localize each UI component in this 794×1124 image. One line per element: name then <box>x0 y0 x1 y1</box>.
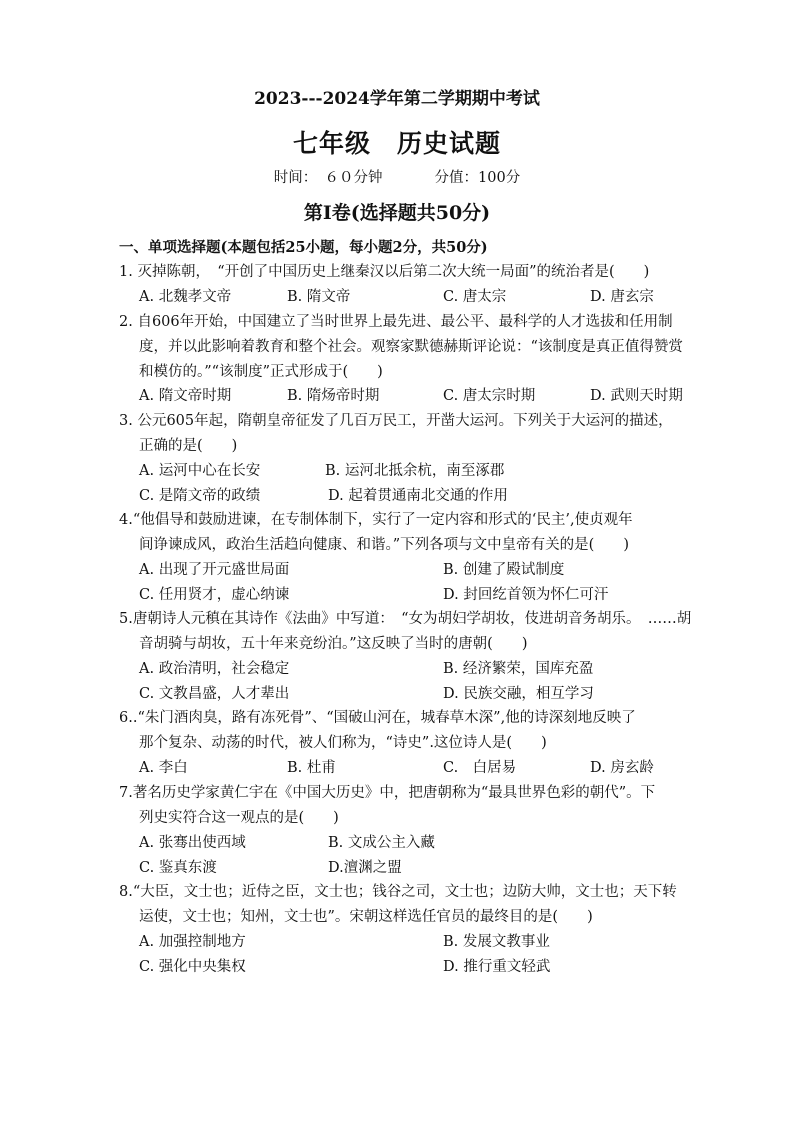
time-label: 时间： ６０分钟 <box>273 170 383 186</box>
question-4-text-line-1: 4.“他倡导和鼓励进谏，在专制体制下，实行了一定内容和形式的‘民主’,使贞观年 <box>119 512 633 528</box>
question-7-text-line-2: 列史实符合这一观点的是( ) <box>139 810 339 826</box>
question-1-option-b: B. 隋文帝 <box>287 289 351 305</box>
question-4-option-a: A. 出现了开元盛世局面 <box>139 562 290 578</box>
question-6-option-a: A. 李白 <box>139 760 188 776</box>
question-7-option-b: B. 文成公主入藏 <box>328 835 435 851</box>
question-2-option-a: A. 隋文帝时期 <box>139 388 232 404</box>
question-6-text-line-1: 6..“朱门酒肉臭，路有冻死骨”、“国破山河在，城春草木深”,他的诗深刻地反映了 <box>119 710 636 726</box>
exam-info <box>0 166 794 187</box>
score-label: 分值：100分 <box>434 170 521 186</box>
question-4-text-line-2: 间诤谏成风，政治生活趋向健康、和谐。”下列各项与文中皇帝有关的是( ) <box>139 537 629 553</box>
question-8-option-b: B. 发展文教事业 <box>443 934 550 950</box>
question-6-option-c: C. 白居易 <box>443 760 517 776</box>
question-3-text-line-1: 3. 公元605年起，隋朝皇帝征发了几百万民工，开凿大运河。下列关于大运河的描述， <box>119 413 673 429</box>
question-2-text-line-2: 度，并以此影响着教育和整个社会。观察家默德赫斯评论说：“该制度是真正值得赞赏 <box>139 339 683 355</box>
question-7-option-a: A. 张骞出使西域 <box>139 835 246 851</box>
question-3-option-c: C. 是隋文帝的政绩 <box>139 488 261 504</box>
question-6-option-d: D. 房玄龄 <box>590 760 654 776</box>
question-3-option-b: B. 运河北抵余杭，南至涿郡 <box>325 463 505 479</box>
question-4-option-c: C. 任用贤才，虚心纳谏 <box>139 587 290 603</box>
question-6-option-b: B. 杜甫 <box>287 760 336 776</box>
section-title: 一、单项选择题(本题包括25小题，每小题2分，共50分) <box>119 239 488 256</box>
question-1-text: 1. 灭掉陈朝， “开创了中国历史上继秦汉以后第二次大统一局面”的统治者是( ) <box>119 264 650 280</box>
question-4-option-d: D. 封回纥首领为怀仁可汗 <box>443 587 609 603</box>
question-2-option-b: B. 隋炀帝时期 <box>287 388 380 404</box>
question-8-option-d: D. 推行重文轻武 <box>443 959 551 975</box>
question-5-option-b: B. 经济繁荣，国库充盈 <box>443 661 594 677</box>
question-8-text-line-2: 运使，文士也；知州，文士也”。宋朝这样选任官员的最终目的是( ) <box>139 909 593 925</box>
question-3-text-line-2: 正确的是( ) <box>139 438 238 454</box>
question-1-option-a: A. 北魏孝文帝 <box>139 289 232 305</box>
question-8-text-line-1: 8.“大臣，文士也；近侍之臣，文士也；钱谷之司，文士也；边防大帅，文士也；天下转 <box>119 884 677 900</box>
question-4-option-b: B. 创建了殿试制度 <box>443 562 565 578</box>
question-5-option-c: C. 文教昌盛，人才辈出 <box>139 686 290 702</box>
question-2-text-line-1: 2. 自606年开始，中国建立了当时世界上最先进、最公平、最科学的人才选拔和任用制 <box>119 314 673 330</box>
question-2-option-c: C. 唐太宗时期 <box>443 388 536 404</box>
question-3-option-d: D. 起着贯通南北交通的作用 <box>328 488 508 504</box>
question-5-text-line-1: 5.唐朝诗人元稹在其诗作《法曲》中写道： “女为胡妇学胡妆，伎进胡音务胡乐。 ……胡 <box>119 611 692 627</box>
question-5-option-d: D. 民族交融，相互学习 <box>443 686 594 702</box>
question-2-text-line-3: 和模仿的。”“该制度”正式形成于( ) <box>139 364 383 380</box>
exam-title: 七年级 历史试题 <box>292 129 501 158</box>
question-7-option-c: C. 鉴真东渡 <box>139 860 217 876</box>
question-8-option-a: A. 加强控制地方 <box>139 934 246 950</box>
question-5-text-line-2: 音胡骑与胡妆，五十年来竞纷泊。”这反映了当时的唐朝( ) <box>139 636 528 652</box>
question-7-text-line-1: 7.著名历史学家黄仁宇在《中国大历史》中，把唐朝称为“最具世界色彩的朝代”。下 <box>119 785 656 801</box>
question-8-option-c: C. 强化中央集权 <box>139 959 246 975</box>
question-1-option-d: D. 唐玄宗 <box>590 289 654 305</box>
question-5-option-a: A. 政治清明，社会稳定 <box>139 661 290 677</box>
part-title: 第Ⅰ卷(选择题共50分) <box>303 202 491 224</box>
question-3-option-a: A. 运河中心在长安 <box>139 463 261 479</box>
question-2-option-d: D. 武则天时期 <box>590 388 683 404</box>
exam-term-title: 2023---2024学年第二学期期中考试 <box>254 89 540 109</box>
question-7-option-d: D.澶渊之盟 <box>328 860 402 876</box>
question-6-text-line-2: 那个复杂、动荡的时代，被人们称为，“诗史”.这位诗人是( ) <box>139 735 547 751</box>
question-1-option-c: C. 唐太宗 <box>443 289 507 305</box>
